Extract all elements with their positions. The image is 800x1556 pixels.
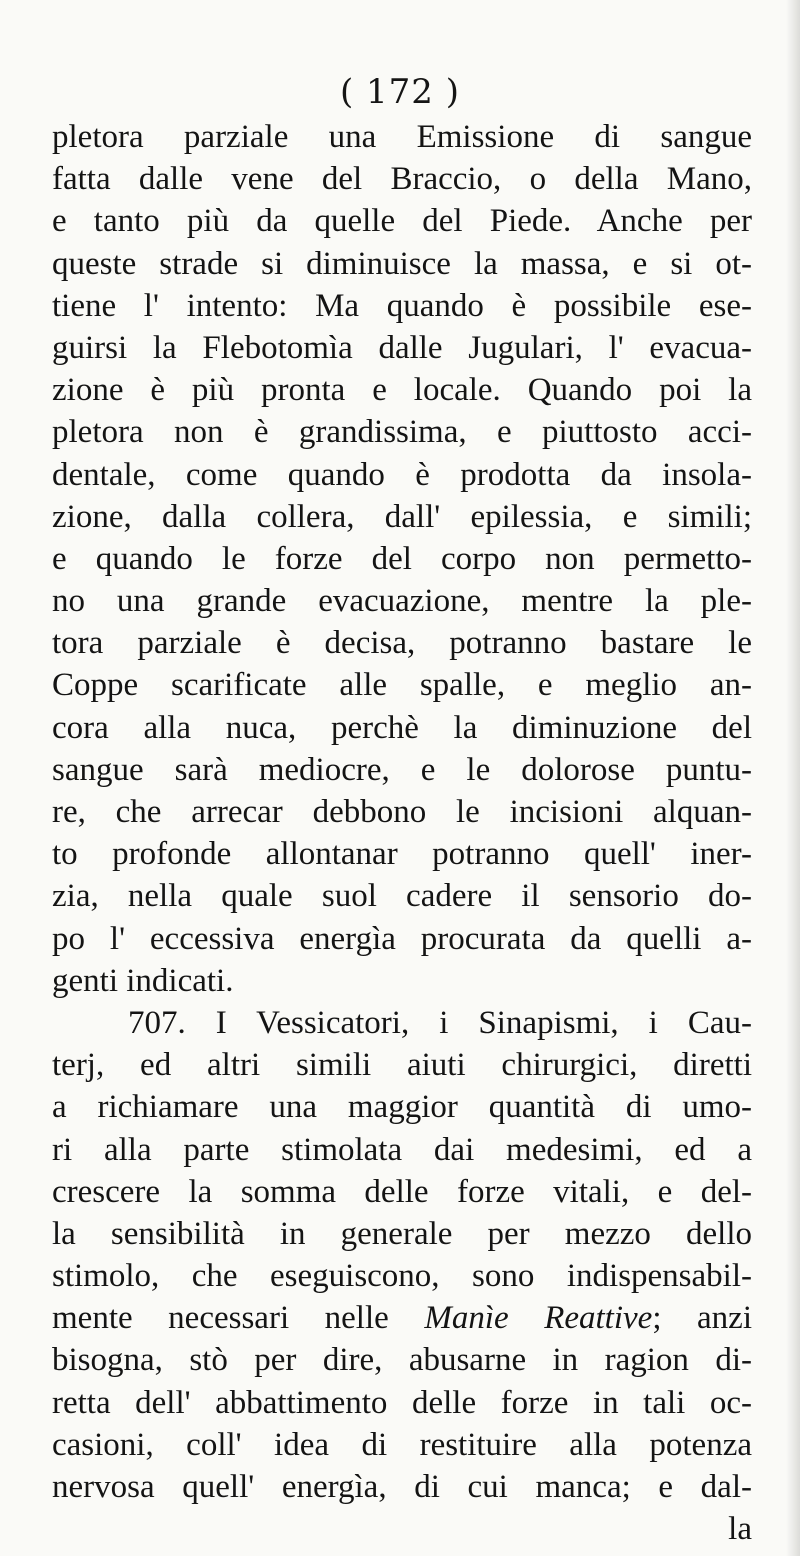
- page-edge-shadow: [786, 0, 800, 1556]
- text-line: [52, 1297, 752, 1339]
- italic-term: Manìe Reattive: [424, 1300, 653, 1337]
- text-line: Coppe scarificate alle spalle, e meglio an-: [52, 667, 752, 704]
- text-line: po l' eccessiva energìa procurata da quelli a-: [52, 920, 752, 957]
- text-line: queste strade si diminuisce la massa, e si ot-: [52, 245, 752, 282]
- text-line: tiene l' intento: Ma quando è possibile ese-: [52, 287, 752, 324]
- text-line: zione è più pronta e locale. Quando poi la: [52, 372, 752, 409]
- text-line: crescere la somma delle forze vitali, e del-: [52, 1173, 752, 1210]
- catchword: la: [728, 1511, 752, 1548]
- section-start-line: 707. I Vessicatori, i Sinapismi, i Cau-: [128, 1004, 752, 1041]
- text-line: la sensibilità in generale per mezzo dello: [52, 1215, 752, 1252]
- text-line: no una grande evacuazione, mentre la ple-: [52, 583, 752, 620]
- text-line: bisogna, stò per dire, abusarne in ragion di-: [52, 1342, 752, 1379]
- page-number: ( 172 ): [339, 72, 461, 112]
- text-line: cora alla nuca, perchè la diminuzione del: [52, 709, 752, 746]
- text-line: terj, ed altri simili aiuti chirurgici, diretti: [52, 1047, 752, 1084]
- line-text-before: mente necessari nelle: [52, 1300, 425, 1337]
- text-line: a richiamare una maggior quantità di umo-: [52, 1089, 752, 1126]
- text-line: to profonde allontanar potranno quell' iner-: [52, 836, 752, 873]
- text-line: pletora parziale una Emissione di sangue: [52, 119, 752, 155]
- paragraph-end-line: genti indicati.: [52, 962, 234, 999]
- line-text-after: ; anzi: [652, 1300, 752, 1337]
- text-line: re, che arrecar debbono le incisioni alquan-: [52, 794, 752, 830]
- text-line: stimolo, che eseguiscono, sono indispensabil-: [52, 1258, 752, 1295]
- text-line: dentale, come quando è prodotta da insola-: [52, 456, 752, 493]
- text-line: guirsi la Flebotomìa dalle Jugulari, l' evacua-: [52, 329, 752, 366]
- text-line: pletora non è grandissima, e piuttosto acci-: [52, 414, 752, 451]
- text-line: zia, nella quale suol cadere il sensorio do-: [52, 878, 752, 915]
- text-line: zione, dalla collera, dall' epilessia, e simili;: [52, 498, 752, 535]
- text-line: ri alla parte stimolata dai medesimi, ed a: [52, 1131, 752, 1168]
- text-line: sangue sarà mediocre, e le dolorose puntu-: [52, 751, 752, 788]
- text-line: fatta dalle vene del Braccio, o della Mano,: [52, 161, 752, 198]
- text-line: e quando le forze del corpo non permetto-: [52, 540, 752, 577]
- text-line: nervosa quell' energìa, di cui manca; e dal-: [52, 1469, 752, 1505]
- text-line: e tanto più da quelle del Piede. Anche per: [52, 203, 752, 240]
- text-line: casioni, coll' idea di restituire alla potenza: [52, 1426, 752, 1463]
- text-line: retta dell' abbattimento delle forze in tali oc-: [52, 1384, 752, 1421]
- body-text: [52, 116, 752, 1550]
- text-line: tora parziale è decisa, potranno bastare le: [52, 625, 752, 662]
